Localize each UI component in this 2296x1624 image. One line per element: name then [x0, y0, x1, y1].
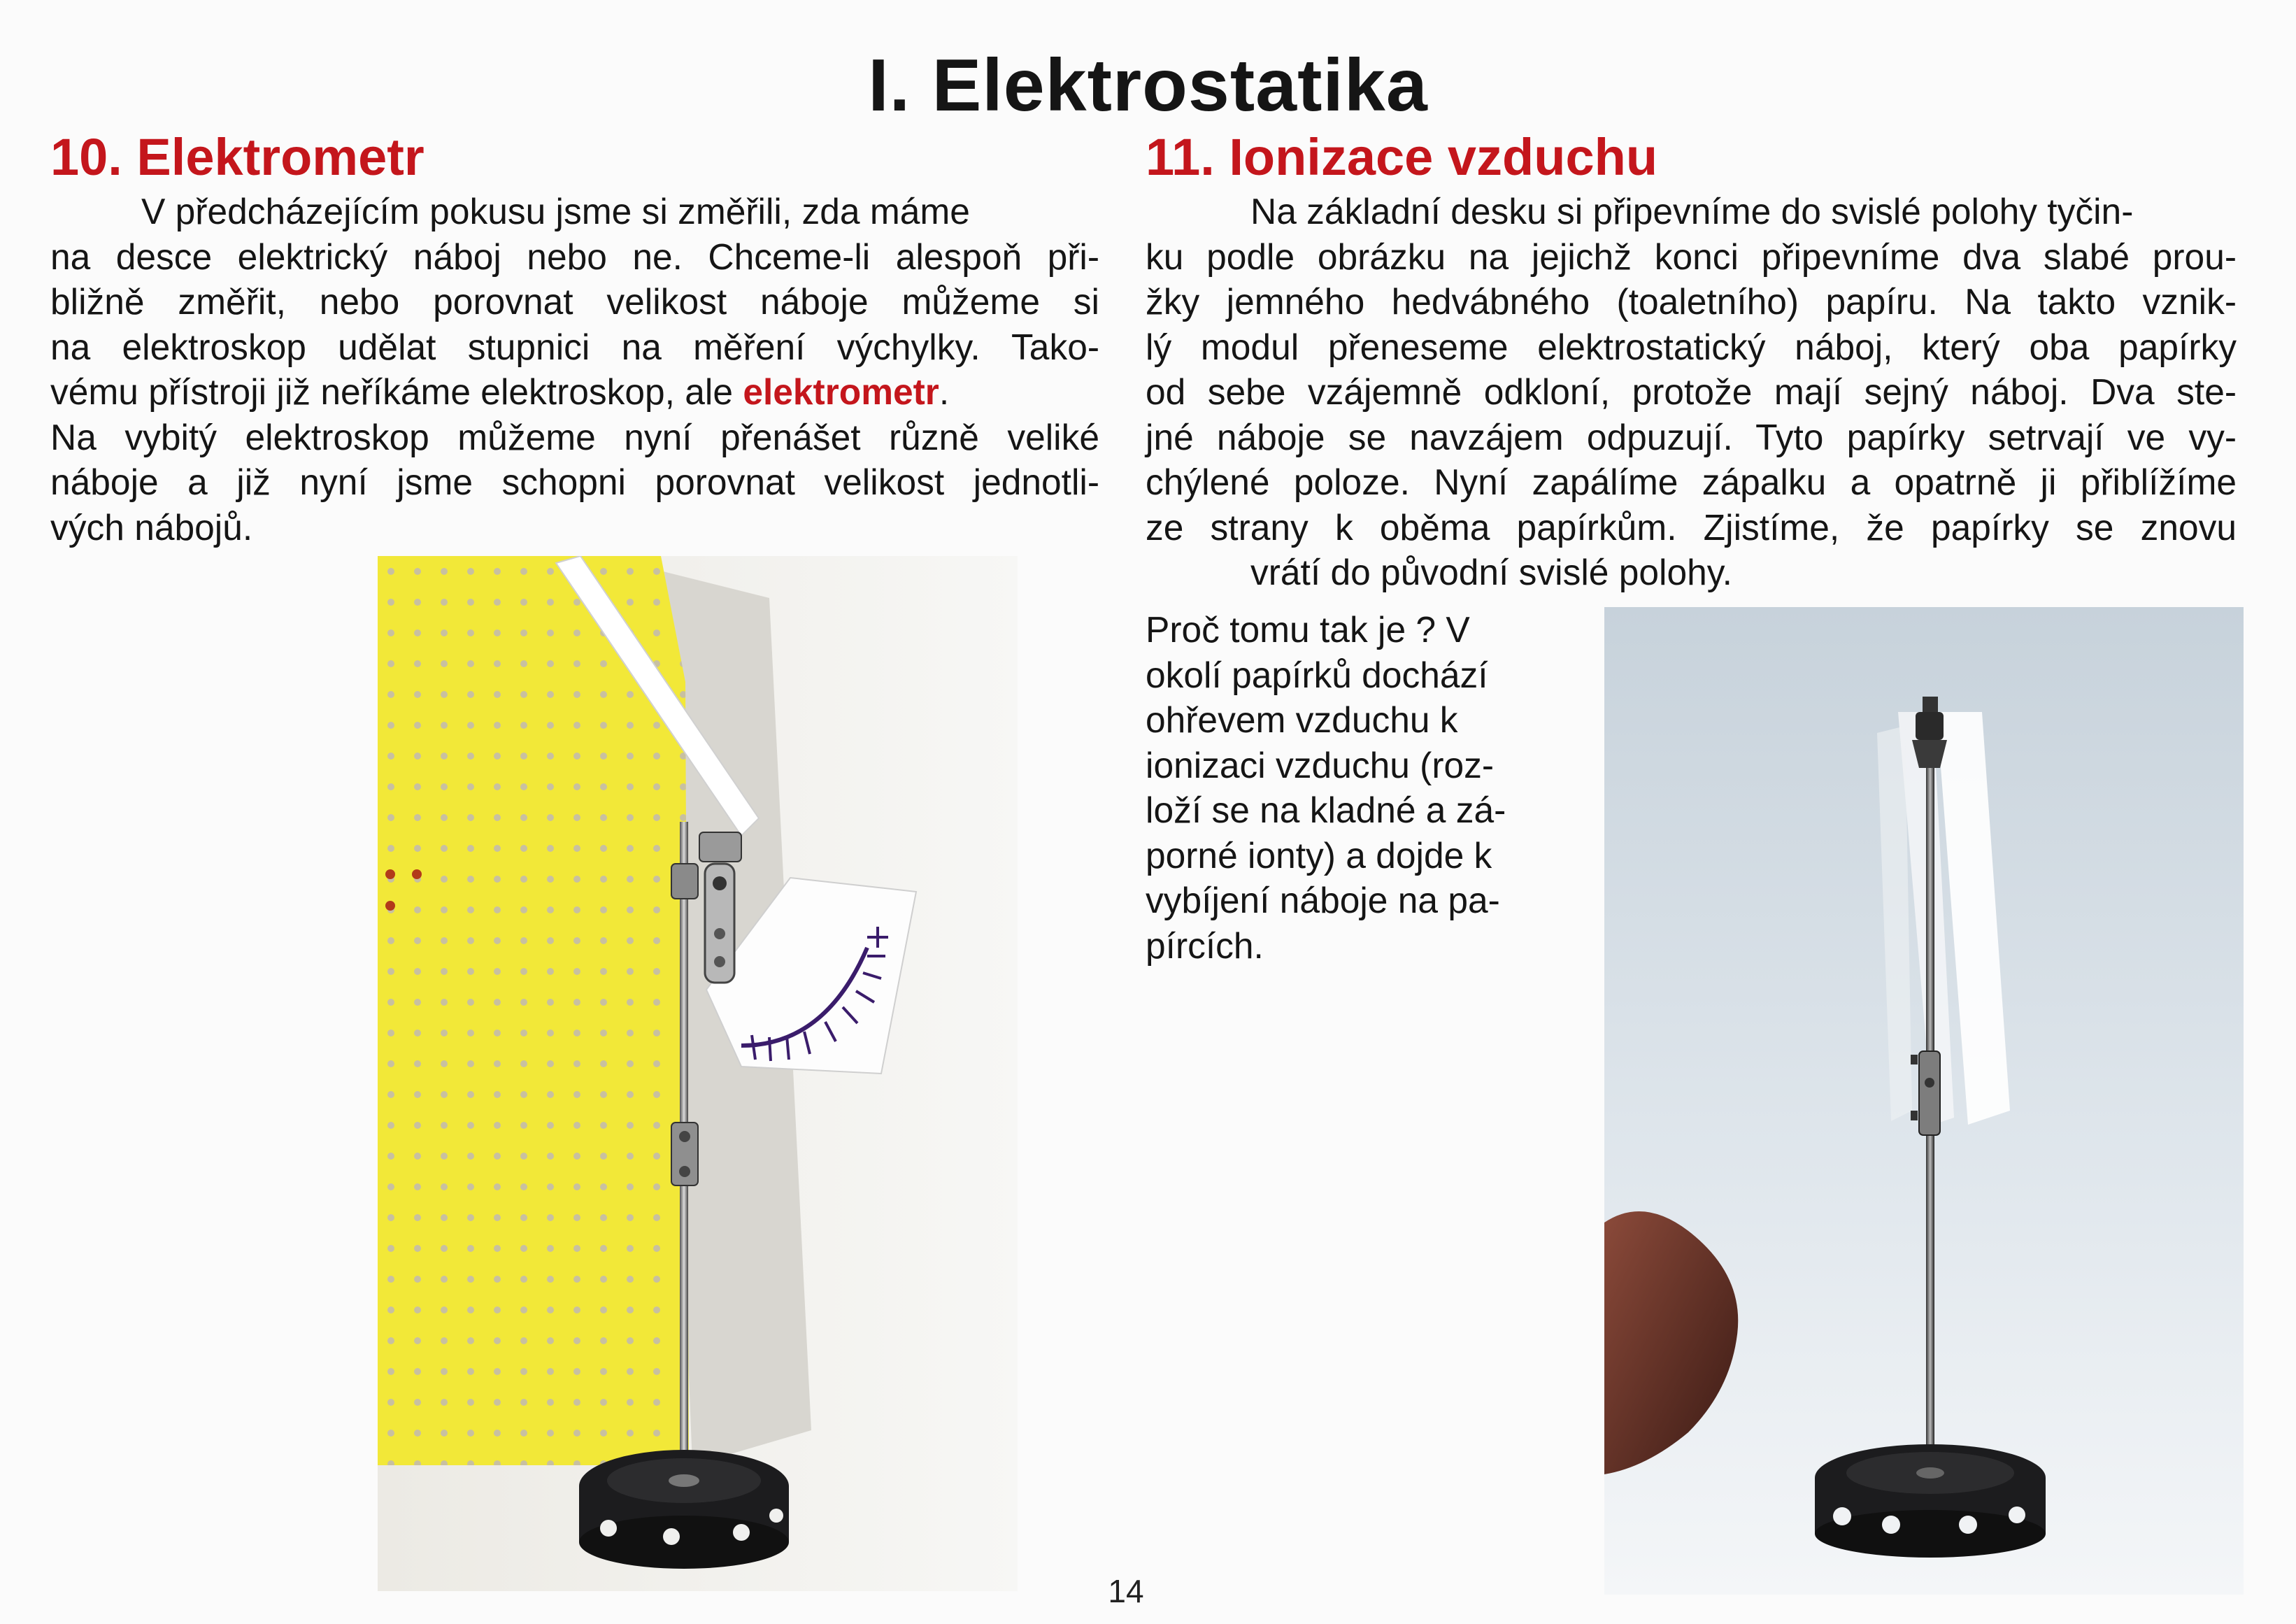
text-line: Na vybitý elektroskop můžeme nyní přenášet různě veliké: [50, 416, 1099, 457]
text-line: loží se na kladné a zá-: [1146, 790, 1506, 830]
term-highlight: elektrometr: [743, 371, 939, 412]
text-line: pírcích.: [1146, 925, 1264, 966]
text-line: na desce elektrický náboj nebo ne. Chceme-li alespoň při-: [50, 236, 1099, 277]
text-line: [50, 369, 1099, 415]
text-line: vybíjení náboje na pa-: [1146, 880, 1500, 920]
text-line: vých nábojů.: [50, 506, 253, 548]
text-line: ionizaci vzduchu (roz-: [1146, 744, 1495, 785]
text-line: žky jemného hedvábného (toaletního) papíru. Na takto vznik-: [1146, 281, 2237, 322]
text-line: V předcházejícím pokusu jsme si změřili, zda máme: [141, 191, 970, 232]
text-line: ku podle obrázku na jejichž konci připevníme dva slabé prou-: [1146, 236, 2237, 277]
page-title: I. Elektrostatika: [868, 44, 1428, 127]
section-heading-elektrometr: 10. Elektrometr: [50, 128, 425, 186]
paragraph-ionizace: [1146, 189, 2237, 595]
text-fragment: .: [939, 371, 950, 412]
text-line: bližně změřit, nebo porovnat velikost náboje můžeme si: [50, 281, 1099, 322]
section-heading-ionizace: 11. Ionizace vzduchu: [1146, 128, 1658, 186]
page-number: 14: [1108, 1573, 1144, 1609]
text-line: okolí papírků dochází: [1146, 654, 1488, 695]
text-line: vrátí do původní svislé polohy.: [1250, 552, 1732, 592]
text-line: ohřevem vzduchu k: [1146, 699, 1458, 740]
text-line: porné ionty) a dojde k: [1146, 834, 1492, 876]
text-line: lý modul přeneseme elektrostatický náboj, který oba papírky: [1146, 326, 2237, 367]
text-line: od sebe vzájemně odkloní, protože mají sejný náboj. Dva ste-: [1146, 371, 2237, 412]
photo-electrometer: [378, 556, 1018, 1591]
paragraph-question: [1146, 607, 1544, 968]
text-line: jné náboje se navzájem odpuzují. Tyto papírky setrvají ve vy-: [1146, 416, 2237, 457]
paragraph-elektrometr: [50, 189, 1099, 550]
text-line: náboje a již nyní jsme schopni porovnat velikost jednotli-: [50, 462, 1099, 502]
text-fragment: vému přístroji již neříkáme elektroskop, ale: [50, 371, 743, 412]
text-line: na elektroskop udělat stupnici na měření výchylky. Tako-: [50, 326, 1099, 367]
text-line: Proč tomu tak je ? V: [1146, 609, 1470, 650]
photo-ionization-stand: [1604, 607, 2244, 1595]
text-line: Na základní desku si připevníme do svislé polohy tyčin-: [1250, 191, 2134, 232]
text-line: ze strany k oběma papírkům. Zjistíme, že papírky se znovu: [1146, 506, 2237, 548]
text-line: chýlené poloze. Nyní zapálíme zápalku a opatrně ji přiblížíme: [1146, 462, 2237, 502]
